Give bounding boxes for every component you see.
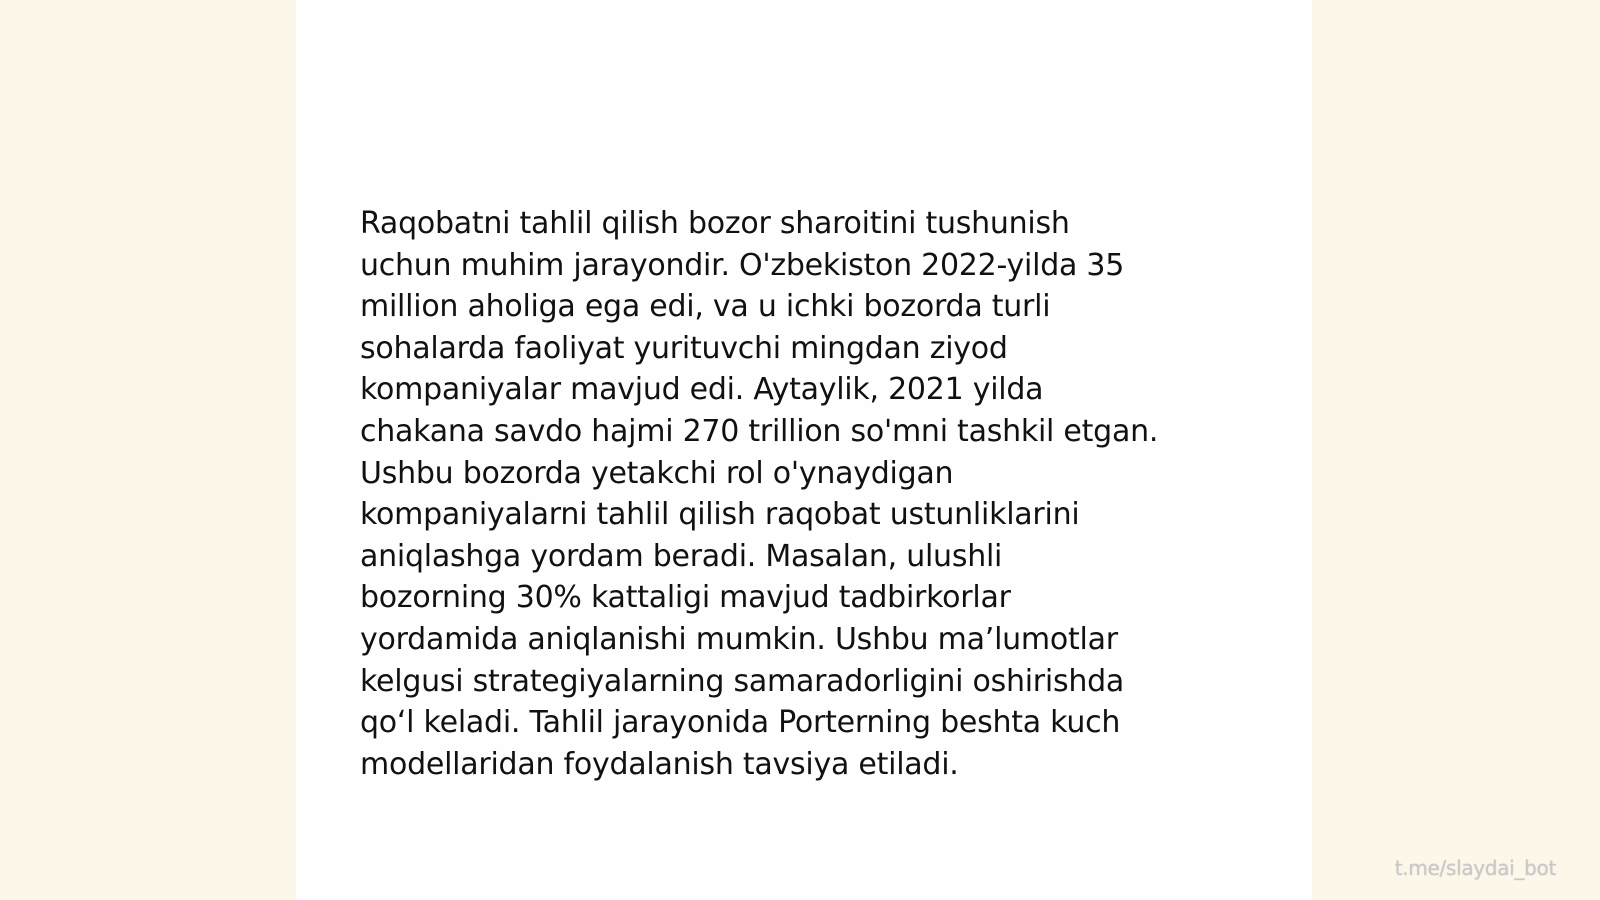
body-line: kelgusi strategiyalarning samaradorligini oshirishda (360, 663, 1125, 699)
body-line: kompaniyalarni tahlil qilish raqobat ustunliklarini (360, 497, 1080, 533)
body-line: bozorning 30% kattaligi mavjud tadbirkorlar (360, 580, 1011, 616)
body-line: Raqobatni tahlil qilish bozor sharoitini tushunish (360, 206, 1070, 241)
slide-body-text (360, 203, 1240, 785)
body-line: chakana savdo hajmi 270 trillion so'mni tashkil etgan. (360, 413, 1159, 449)
body-line: Ushbu bozorda yetakchi rol o'ynaydigan (360, 455, 954, 491)
body-line: million aholiga ega edi, va u ichki bozorda turli (360, 289, 1051, 325)
body-line: uchun muhim jarayondir. O'zbekiston 2022-yilda 35 (360, 247, 1125, 283)
body-line: aniqlashga yordam beradi. Masalan, ulushli (360, 538, 1003, 574)
body-line: kompaniyalar mavjud edi. Aytaylik, 2021 yilda (360, 372, 1044, 408)
body-line: modellaridan foydalanish tavsiya etiladi. (360, 746, 959, 782)
watermark-text: t.me/slaydai_bot (1394, 856, 1556, 880)
left-margin-background (0, 0, 296, 900)
body-line: yordamida aniqlanishi mumkin. Ushbu ma’lumotlar (360, 621, 1118, 657)
slide-panel (296, 0, 1312, 900)
body-line: sohalarda faoliyat yurituvchi mingdan ziyod (360, 330, 1008, 366)
body-line: qo‘l keladi. Tahlil jarayonida Porterning beshta kuch (360, 705, 1121, 741)
right-margin-background (1312, 0, 1600, 900)
